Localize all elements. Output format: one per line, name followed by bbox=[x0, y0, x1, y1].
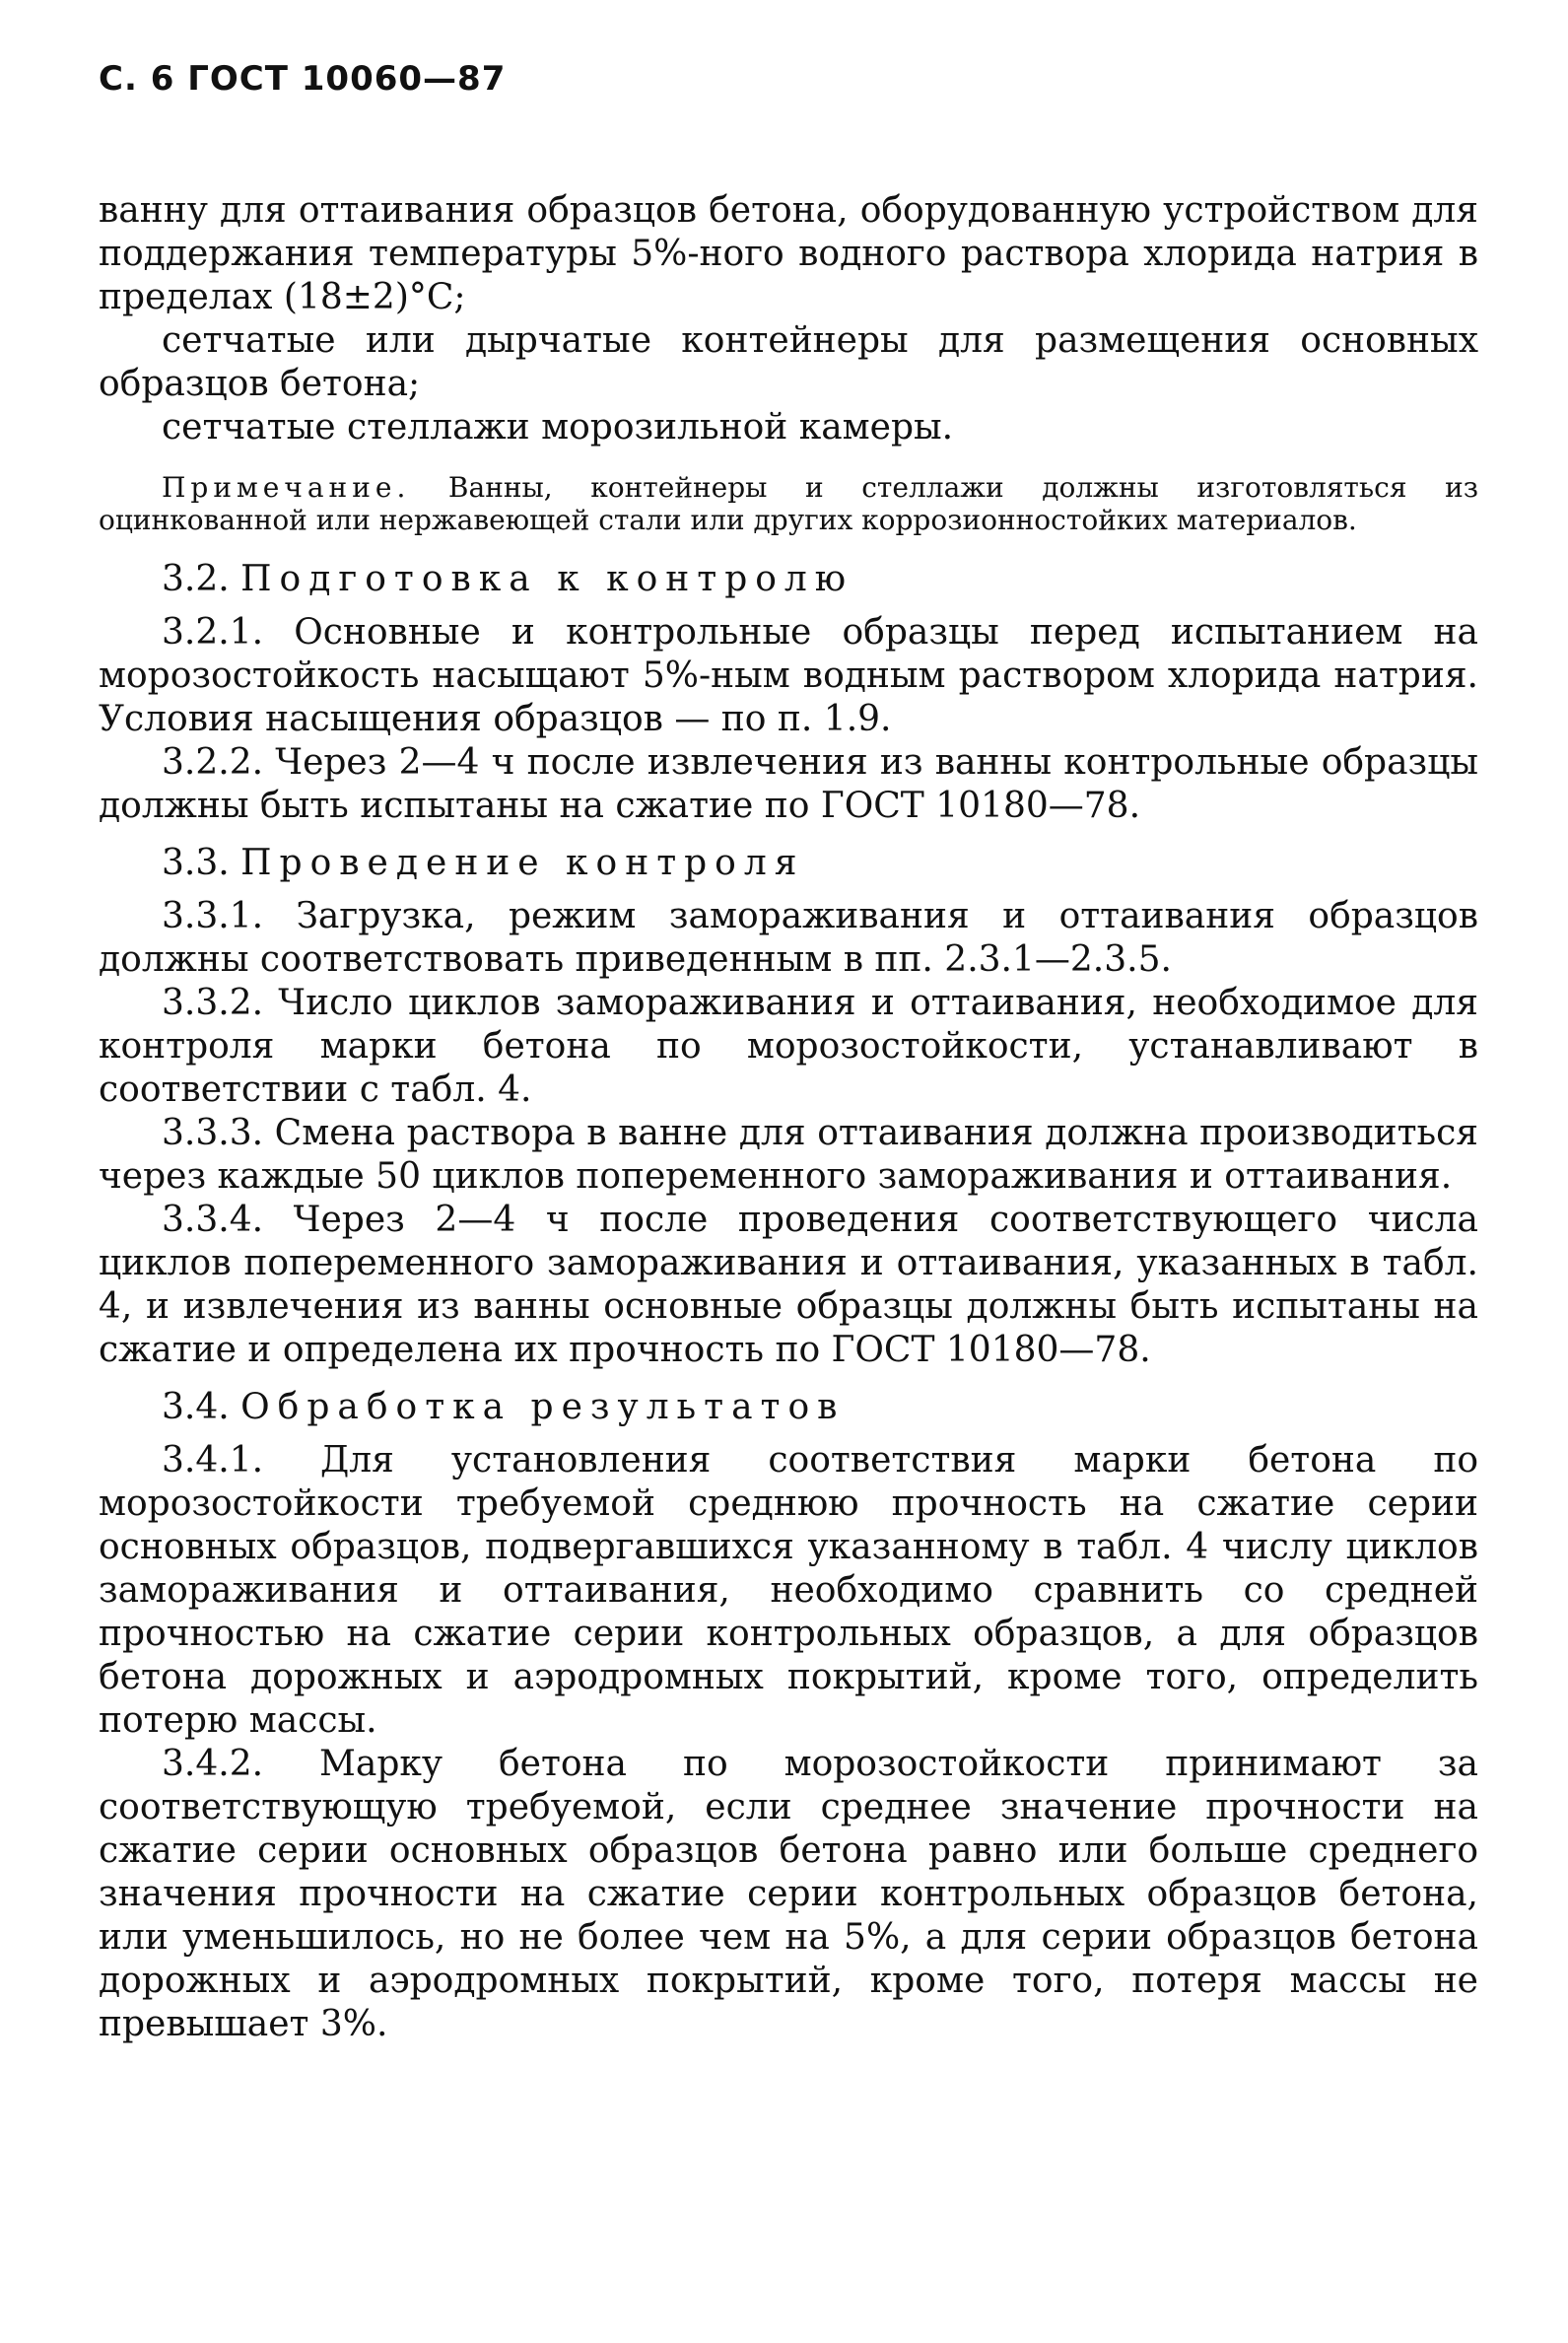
intro-paragraph-1: ванну для оттаивания образцов бетона, оборудованную устройством для поддержания температуры 5%-ного водного раствора хлорида натрия в пределах (18±2)°С; bbox=[99, 190, 1478, 317]
section-number: 3.4. bbox=[162, 1387, 230, 1427]
paragraph-3-2-1: 3.2.1. Основные и контрольные образцы перед испытанием на морозостойкость насыщают 5%-ным водным раствором хлорида натрия. Условия насыщения образцов — по п. 1.9. bbox=[99, 612, 1478, 739]
section-number: 3.2. bbox=[162, 559, 230, 599]
document-page bbox=[99, 59, 1478, 2046]
paragraph-3-4-1: 3.4.1. Для установления соответствия марки бетона по морозостойкости требуемой среднюю прочность на сжатие серии основных образцов, подвергавшихся указанному в табл. 4 числу циклов замораживания и оттаивания, необходимо сравнить со средней прочностью на сжатие серии контрольных образцов, а для образцов бетона дорожных и аэродромных покрытий, кроме того, определить потерю массы. bbox=[99, 1440, 1478, 1741]
section-title: Проведение контроля bbox=[240, 843, 805, 883]
section-title: Обработка результатов bbox=[240, 1387, 846, 1427]
intro-paragraph-2: сетчатые или дырчатые контейнеры для размещения основных образцов бетона; bbox=[99, 320, 1478, 404]
section-heading-3-3 bbox=[99, 842, 1478, 885]
paragraph-3-3-3: 3.3.3. Смена раствора в ванне для оттаивания должна производиться через каждые 50 циклов попеременного замораживания и оттаивания. bbox=[99, 1113, 1478, 1197]
section-title: Подготовка к контролю bbox=[240, 559, 854, 599]
note-label: Примечание. bbox=[162, 471, 411, 504]
section-heading-3-2 bbox=[99, 558, 1478, 601]
paragraph-3-4-2: 3.4.2. Марку бетона по морозостойкости принимают за соответствующую требуемой, если среднее значение прочности на сжатие серии основных образцов бетона равно или больше среднего значения прочности на сжатие серии контрольных образцов бетона, или уменьшилось, но не более чем на 5%, а для серии образцов бетона дорожных и аэродромных покрытий, кроме того, потеря массы не превышает 3%. bbox=[99, 1744, 1478, 2044]
section-heading-3-4 bbox=[99, 1386, 1478, 1429]
page-header: С. 6 ГОСТ 10060—87 bbox=[99, 59, 507, 99]
paragraph-3-3-4: 3.3.4. Через 2—4 ч после проведения соответствующего числа циклов попеременного замораживания и оттаивания, указанных в табл. 4, и извлечения из ванны основные образцы должны быть испытаны на сжатие и определена их прочность по ГОСТ 10180—78. bbox=[99, 1200, 1478, 1370]
section-number: 3.3. bbox=[162, 843, 230, 883]
note-paragraph bbox=[99, 471, 1478, 536]
paragraph-3-2-2: 3.2.2. Через 2—4 ч после извлечения из ванны контрольные образцы должны быть испытаны на сжатие по ГОСТ 10180—78. bbox=[99, 742, 1478, 826]
paragraph-3-3-2: 3.3.2. Число циклов замораживания и оттаивания, необходимое для контроля марки бетона по морозостойкости, устанавливают в соответствии с табл. 4. bbox=[99, 983, 1478, 1110]
note-text: Ванны, контейнеры и стеллажи должны изготовляться из оцинкованной или нержавеющей стали или других коррозионностойких материалов. bbox=[99, 471, 1478, 536]
paragraph-3-3-1: 3.3.1. Загрузка, режим замораживания и оттаивания образцов должны соответствовать приведенным в пп. 2.3.1—2.3.5. bbox=[99, 896, 1478, 980]
intro-paragraph-3: сетчатые стеллажи морозильной камеры. bbox=[162, 407, 954, 448]
